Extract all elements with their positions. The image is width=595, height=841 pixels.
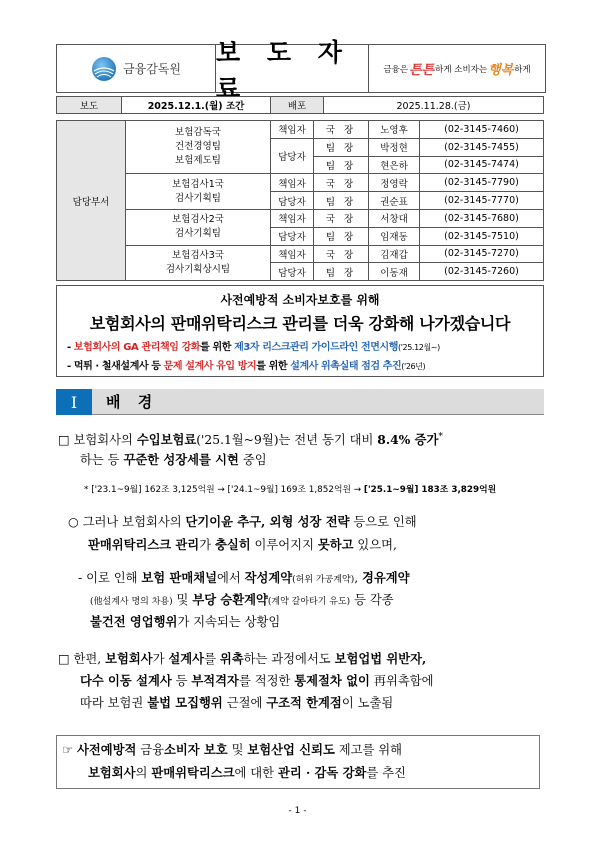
- section-number: I: [56, 389, 92, 415]
- text: - 이로 인해: [78, 571, 142, 585]
- name-cell: 권순표: [369, 192, 420, 210]
- name-cell: 정영락: [369, 174, 420, 192]
- text-bold: 수입보험료: [136, 432, 197, 448]
- text-bold: 충실히: [215, 537, 251, 552]
- text: 에 대한: [234, 766, 278, 780]
- text: 및: [227, 743, 248, 757]
- text: 에서: [216, 571, 245, 585]
- text-note: ('25.12월~): [398, 343, 440, 352]
- phone-cell: (02-3145-7680): [420, 209, 544, 227]
- name-cell: 서창대: [369, 209, 420, 227]
- text-bold: 불건전 영업행위: [90, 614, 178, 629]
- text-bold: 다수 이동 설계사: [80, 673, 172, 688]
- text-bold: 보험 판매채널: [141, 570, 217, 585]
- text-red: 보험회사의 GA 관리책임 강화: [73, 342, 201, 353]
- text: 금융: [136, 743, 165, 757]
- text: 이루어지지: [250, 538, 318, 552]
- text: 등: [171, 674, 192, 688]
- text: 再위촉함에: [369, 674, 434, 688]
- text-bold: 부적격자: [191, 673, 239, 688]
- text: * ['23.1~9월] 162조 3,125억원 → ['24.1~9월] 169조 1,852억원 →: [84, 485, 364, 495]
- paragraph-2-line-2: [88, 534, 397, 556]
- headline-point-2: [67, 357, 543, 372]
- text: 가: [199, 538, 215, 552]
- team-name: 보험감독국: [175, 127, 221, 139]
- team-name: 보험검사1국: [172, 178, 224, 190]
- text-bold: 단기이윤 추구, 외형 성장 전략: [185, 514, 350, 529]
- text-bold: 설계사: [168, 651, 205, 666]
- slogan-part: 금융은: [383, 64, 408, 75]
- paragraph-3: [78, 567, 410, 591]
- paragraph-4-line-2: [80, 670, 434, 692]
- headline-title: 보험회사의 판매위탁리스크 관리를 더욱 강화해 나가겠습니다: [89, 314, 511, 333]
- text: 하는 과정에서도: [243, 652, 335, 666]
- phone-cell: (02-3145-7270): [420, 245, 544, 263]
- section-header: [56, 389, 544, 415]
- section-title: 배 경: [92, 389, 544, 415]
- paragraph-4: [58, 648, 426, 670]
- text: 를 추진: [366, 766, 406, 780]
- text: 및: [172, 593, 193, 607]
- role-cell: 책임자: [271, 121, 314, 139]
- paragraph-1: [58, 426, 443, 451]
- name-cell: 현은하: [369, 156, 420, 174]
- text: 를 위한: [256, 361, 291, 372]
- text-blue: 설계사 위촉실태 점검 추진: [290, 361, 402, 372]
- phone-cell: (02-3145-7260): [420, 263, 544, 281]
- team-name: 보험검사3국: [172, 249, 224, 261]
- paragraph-3-line-3: [90, 611, 280, 633]
- team-name: 검사기획상시팀: [165, 263, 231, 275]
- slogan: [369, 45, 545, 92]
- text: □ 한편,: [58, 652, 106, 666]
- title-cell: 국 장: [314, 174, 369, 192]
- page-number: - 1 -: [288, 806, 307, 816]
- text-bold: 보험산업 신뢰도: [247, 742, 335, 757]
- headline-point-1: [67, 338, 543, 353]
- release-table: [56, 96, 544, 114]
- team-name: 검사기획팀: [175, 192, 221, 204]
- text-bold: 판매위탁리스크 관리: [88, 537, 200, 552]
- role-cell: 책임자: [271, 209, 314, 227]
- text-small: (허위 가공계약): [292, 575, 355, 585]
- distribute-label: 배포: [271, 97, 324, 114]
- text: 등으로 인해: [349, 515, 417, 529]
- role-cell: 담당자: [271, 263, 314, 281]
- team-cell: [126, 209, 271, 245]
- name-cell: 김재갑: [369, 245, 420, 263]
- text: 하는 등: [80, 453, 124, 467]
- text: - 먹튀 · 철새설계사 등: [67, 361, 164, 372]
- footnote-mark: *: [438, 432, 443, 442]
- title-cell: 팀 장: [314, 192, 369, 210]
- team-name: 보험제도팀: [175, 155, 221, 167]
- contacts-table: [56, 120, 544, 281]
- doc-title: 보 도 자 료: [216, 45, 369, 92]
- title-cell: 팀 장: [314, 156, 369, 174]
- text-note: ('26년): [401, 362, 426, 371]
- title-cell: 팀 장: [314, 227, 369, 245]
- text: ○ 그러나 보험회사의: [68, 515, 186, 529]
- team-cell: [126, 174, 271, 210]
- text: 의: [135, 766, 152, 780]
- text: 를 적정한: [238, 674, 295, 688]
- phone-cell: (02-3145-7510): [420, 227, 544, 245]
- text: 중임: [238, 453, 267, 467]
- text-bold: 소비자 보호: [164, 742, 228, 757]
- title-cell: 국 장: [314, 121, 369, 139]
- role-cell: 책임자: [271, 245, 314, 263]
- text-bold: ['25.1~9월] 183조 3,829억원: [363, 485, 497, 495]
- text-bold: 구조적 한계점: [266, 695, 342, 710]
- text: 따라 보험권: [80, 696, 148, 710]
- text-bold: 위촉: [219, 651, 244, 666]
- text-bold: 8.4% 증가: [377, 432, 439, 448]
- footnote: [84, 482, 496, 495]
- text-bold: 꾸준한 성장세를 시현: [123, 452, 239, 467]
- title-cell: 팀 장: [314, 138, 369, 156]
- slogan-part: 하게 소비자는: [435, 64, 488, 75]
- title-cell: 국 장: [314, 209, 369, 227]
- role-cell: 담당자: [271, 192, 314, 210]
- text: 가: [152, 652, 169, 666]
- name-cell: 박정현: [369, 138, 420, 156]
- title-cell: 국 장: [314, 245, 369, 263]
- distribute-value: 2025.11.28.(금): [324, 97, 544, 114]
- phone-cell: (02-3145-7455): [420, 138, 544, 156]
- text-bold: 불법 모집행위: [147, 695, 223, 710]
- press-header: [56, 37, 546, 103]
- text-bold: 관리 · 감독 강화: [277, 765, 367, 780]
- paragraph-2: [68, 511, 417, 533]
- text: 가 지속되는 상황임: [177, 615, 281, 629]
- slogan-part: 하게: [514, 64, 531, 75]
- text: 있으며,: [353, 538, 397, 552]
- name-cell: 노영후: [369, 121, 420, 139]
- report-value: 2025.12.1.(월) 조간: [122, 97, 271, 114]
- text: □ 보험회사의: [58, 433, 137, 448]
- role-cell: 책임자: [271, 174, 314, 192]
- fss-logo-icon: [91, 56, 117, 82]
- text: -: [67, 342, 74, 353]
- text-bold: 보험업법 위반자,: [334, 651, 427, 666]
- phone-cell: (02-3145-7474): [420, 156, 544, 174]
- org-name: 금융감독원: [123, 62, 181, 76]
- org-logo: [57, 45, 216, 92]
- paragraph-3-line-2: [90, 589, 394, 613]
- text: 를 위한: [200, 342, 235, 353]
- title-cell: 팀 장: [314, 263, 369, 281]
- text: 를: [204, 652, 220, 666]
- text-bold: 보험회사: [88, 765, 136, 780]
- text: 근절에: [222, 696, 267, 710]
- role-cell: 담당자: [271, 227, 314, 245]
- text-red: 문제 설계사 유입 방지: [163, 361, 257, 372]
- team-name: 건전경영팀: [175, 141, 221, 153]
- text: 이 노출됨: [341, 696, 394, 710]
- text-bold: 못하고: [317, 537, 354, 552]
- phone-cell: (02-3145-7460): [420, 121, 544, 139]
- text: 제고를 위해: [334, 743, 403, 757]
- conclusion-line-1: [62, 739, 402, 761]
- name-cell: 이동재: [369, 263, 420, 281]
- phone-cell: (02-3145-7770): [420, 192, 544, 210]
- text-bold: 작성계약: [244, 570, 293, 585]
- text-bold: 판매위탁리스크: [151, 765, 235, 780]
- text-small: (他설계사 명의 차용): [90, 597, 173, 607]
- headline-box: [56, 285, 544, 377]
- team-cell: [126, 245, 271, 281]
- report-label: 보도: [57, 97, 122, 114]
- dept-label: 담당부서: [57, 121, 126, 281]
- team-name: 보험검사2국: [172, 214, 224, 226]
- slogan-emphasis: 행복: [488, 63, 514, 78]
- headline-subtitle: 사전예방적 소비자보호를 위해: [220, 293, 380, 307]
- text: 등 각종: [350, 593, 394, 607]
- text-bold: 사전예방적: [76, 742, 137, 757]
- phone-cell: (02-3145-7790): [420, 174, 544, 192]
- team-name: 검사기획팀: [175, 228, 221, 240]
- slogan-emphasis: 튼튼: [408, 63, 435, 78]
- text-blue: 제3자 리스크관리 가이드라인 전면시행: [234, 342, 399, 353]
- text: ,: [354, 571, 363, 585]
- text: ('25.1월~9월)는 전년 동기 대비: [196, 433, 378, 448]
- text-small: (계약 갈아타기 유도): [267, 597, 351, 607]
- name-cell: 임재동: [369, 227, 420, 245]
- text-bold: 경유계약: [362, 570, 410, 585]
- conclusion-line-2: [88, 762, 406, 784]
- text-bold: 통제절차 없이: [294, 673, 370, 688]
- role-cell: 담당자: [271, 138, 314, 174]
- text-bold: 보험회사: [105, 651, 153, 666]
- text-bold: 부당 승환계약: [192, 592, 268, 607]
- team-cell: [126, 121, 271, 174]
- paragraph-4-line-3: [80, 692, 393, 714]
- paragraph-1-line-2: [80, 449, 267, 471]
- pointer-icon: ☞: [62, 743, 77, 757]
